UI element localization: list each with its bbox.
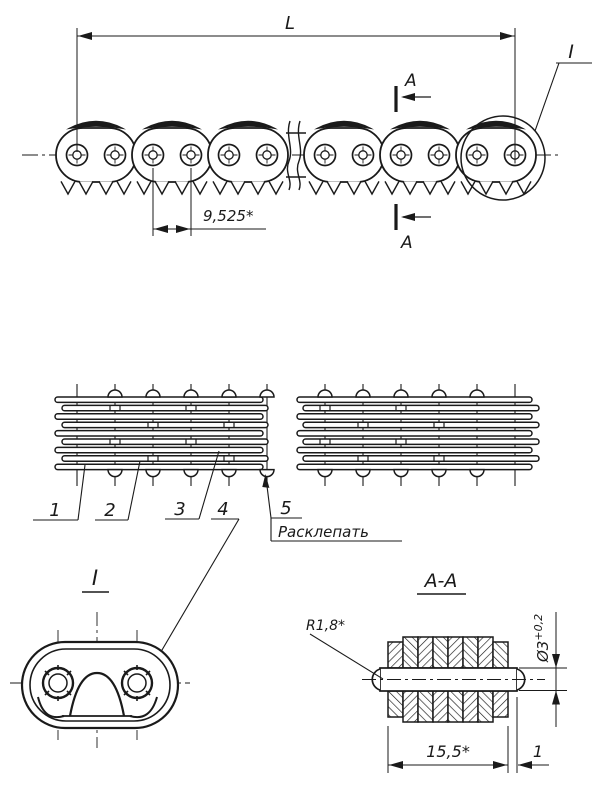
arrowhead: [552, 691, 560, 705]
plan-plates-left: [55, 397, 268, 470]
chain-link: [208, 121, 288, 194]
rivet-note: Расклепать: [278, 523, 369, 541]
arrowhead: [176, 225, 190, 233]
section-letter: A: [405, 71, 417, 91]
pin: [353, 145, 374, 166]
pin: [181, 145, 202, 166]
section-mark-top: [396, 71, 431, 112]
diameter-label: [532, 614, 552, 663]
arrowhead: [401, 213, 415, 221]
chain-link: [132, 121, 212, 194]
section-mark-bottom: [396, 204, 431, 253]
chain-link: [56, 121, 136, 194]
break-line: [297, 121, 300, 190]
part-label: 2: [104, 500, 116, 521]
part-label: 4: [217, 499, 229, 520]
plate-stack-lower: [388, 691, 508, 722]
diameter-tolerance: +0,2: [532, 613, 545, 641]
pin: [391, 145, 412, 166]
pin: [143, 145, 164, 166]
pin: [429, 145, 450, 166]
detail-callout-label: I: [568, 41, 574, 63]
chain-link: [456, 121, 536, 194]
arrowhead: [401, 93, 415, 101]
plan-view: [33, 384, 539, 667]
plan-plates-right: [297, 397, 539, 470]
side-view: [22, 13, 592, 253]
arrowhead: [552, 654, 560, 668]
section-letter: A: [401, 233, 413, 253]
callout-4: [152, 499, 239, 667]
pin: [315, 145, 336, 166]
chain-links: [56, 121, 536, 194]
arrowhead: [154, 225, 168, 233]
dimension-diameter: [519, 612, 567, 727]
part-label: 3: [174, 499, 186, 520]
pin: [105, 145, 126, 166]
part-label: 1: [49, 500, 61, 521]
pin: [219, 145, 240, 166]
arrowhead: [493, 761, 507, 769]
arrowhead: [518, 761, 532, 769]
section-view-AA: [306, 570, 567, 773]
arrowhead: [500, 32, 514, 40]
arrowhead: [389, 761, 403, 769]
pin: [467, 145, 488, 166]
chain-link: [304, 121, 384, 194]
part-label: 5: [280, 498, 292, 519]
width-dimension-label: 15,5*: [426, 742, 470, 761]
plate-stack-upper: [388, 637, 508, 668]
pin: [257, 145, 278, 166]
detail-view-I: [10, 566, 190, 748]
protrusion-dimension-label: 1: [532, 742, 544, 761]
detail-title: I: [91, 566, 99, 590]
chain-link: [380, 121, 460, 194]
radius-label: R1,8*: [306, 618, 345, 634]
diameter-value: Ø3: [534, 640, 552, 662]
section-title: A-A: [424, 570, 458, 592]
detail-leader: [535, 63, 559, 131]
callout-5: [262, 474, 402, 541]
length-dimension-label: L: [284, 13, 296, 34]
pitch-dimension-label: 9,525*: [203, 207, 254, 225]
part-callouts: [33, 451, 402, 667]
arrowhead: [78, 32, 92, 40]
section-pin: [362, 668, 545, 691]
radius-callout: [306, 618, 383, 679]
